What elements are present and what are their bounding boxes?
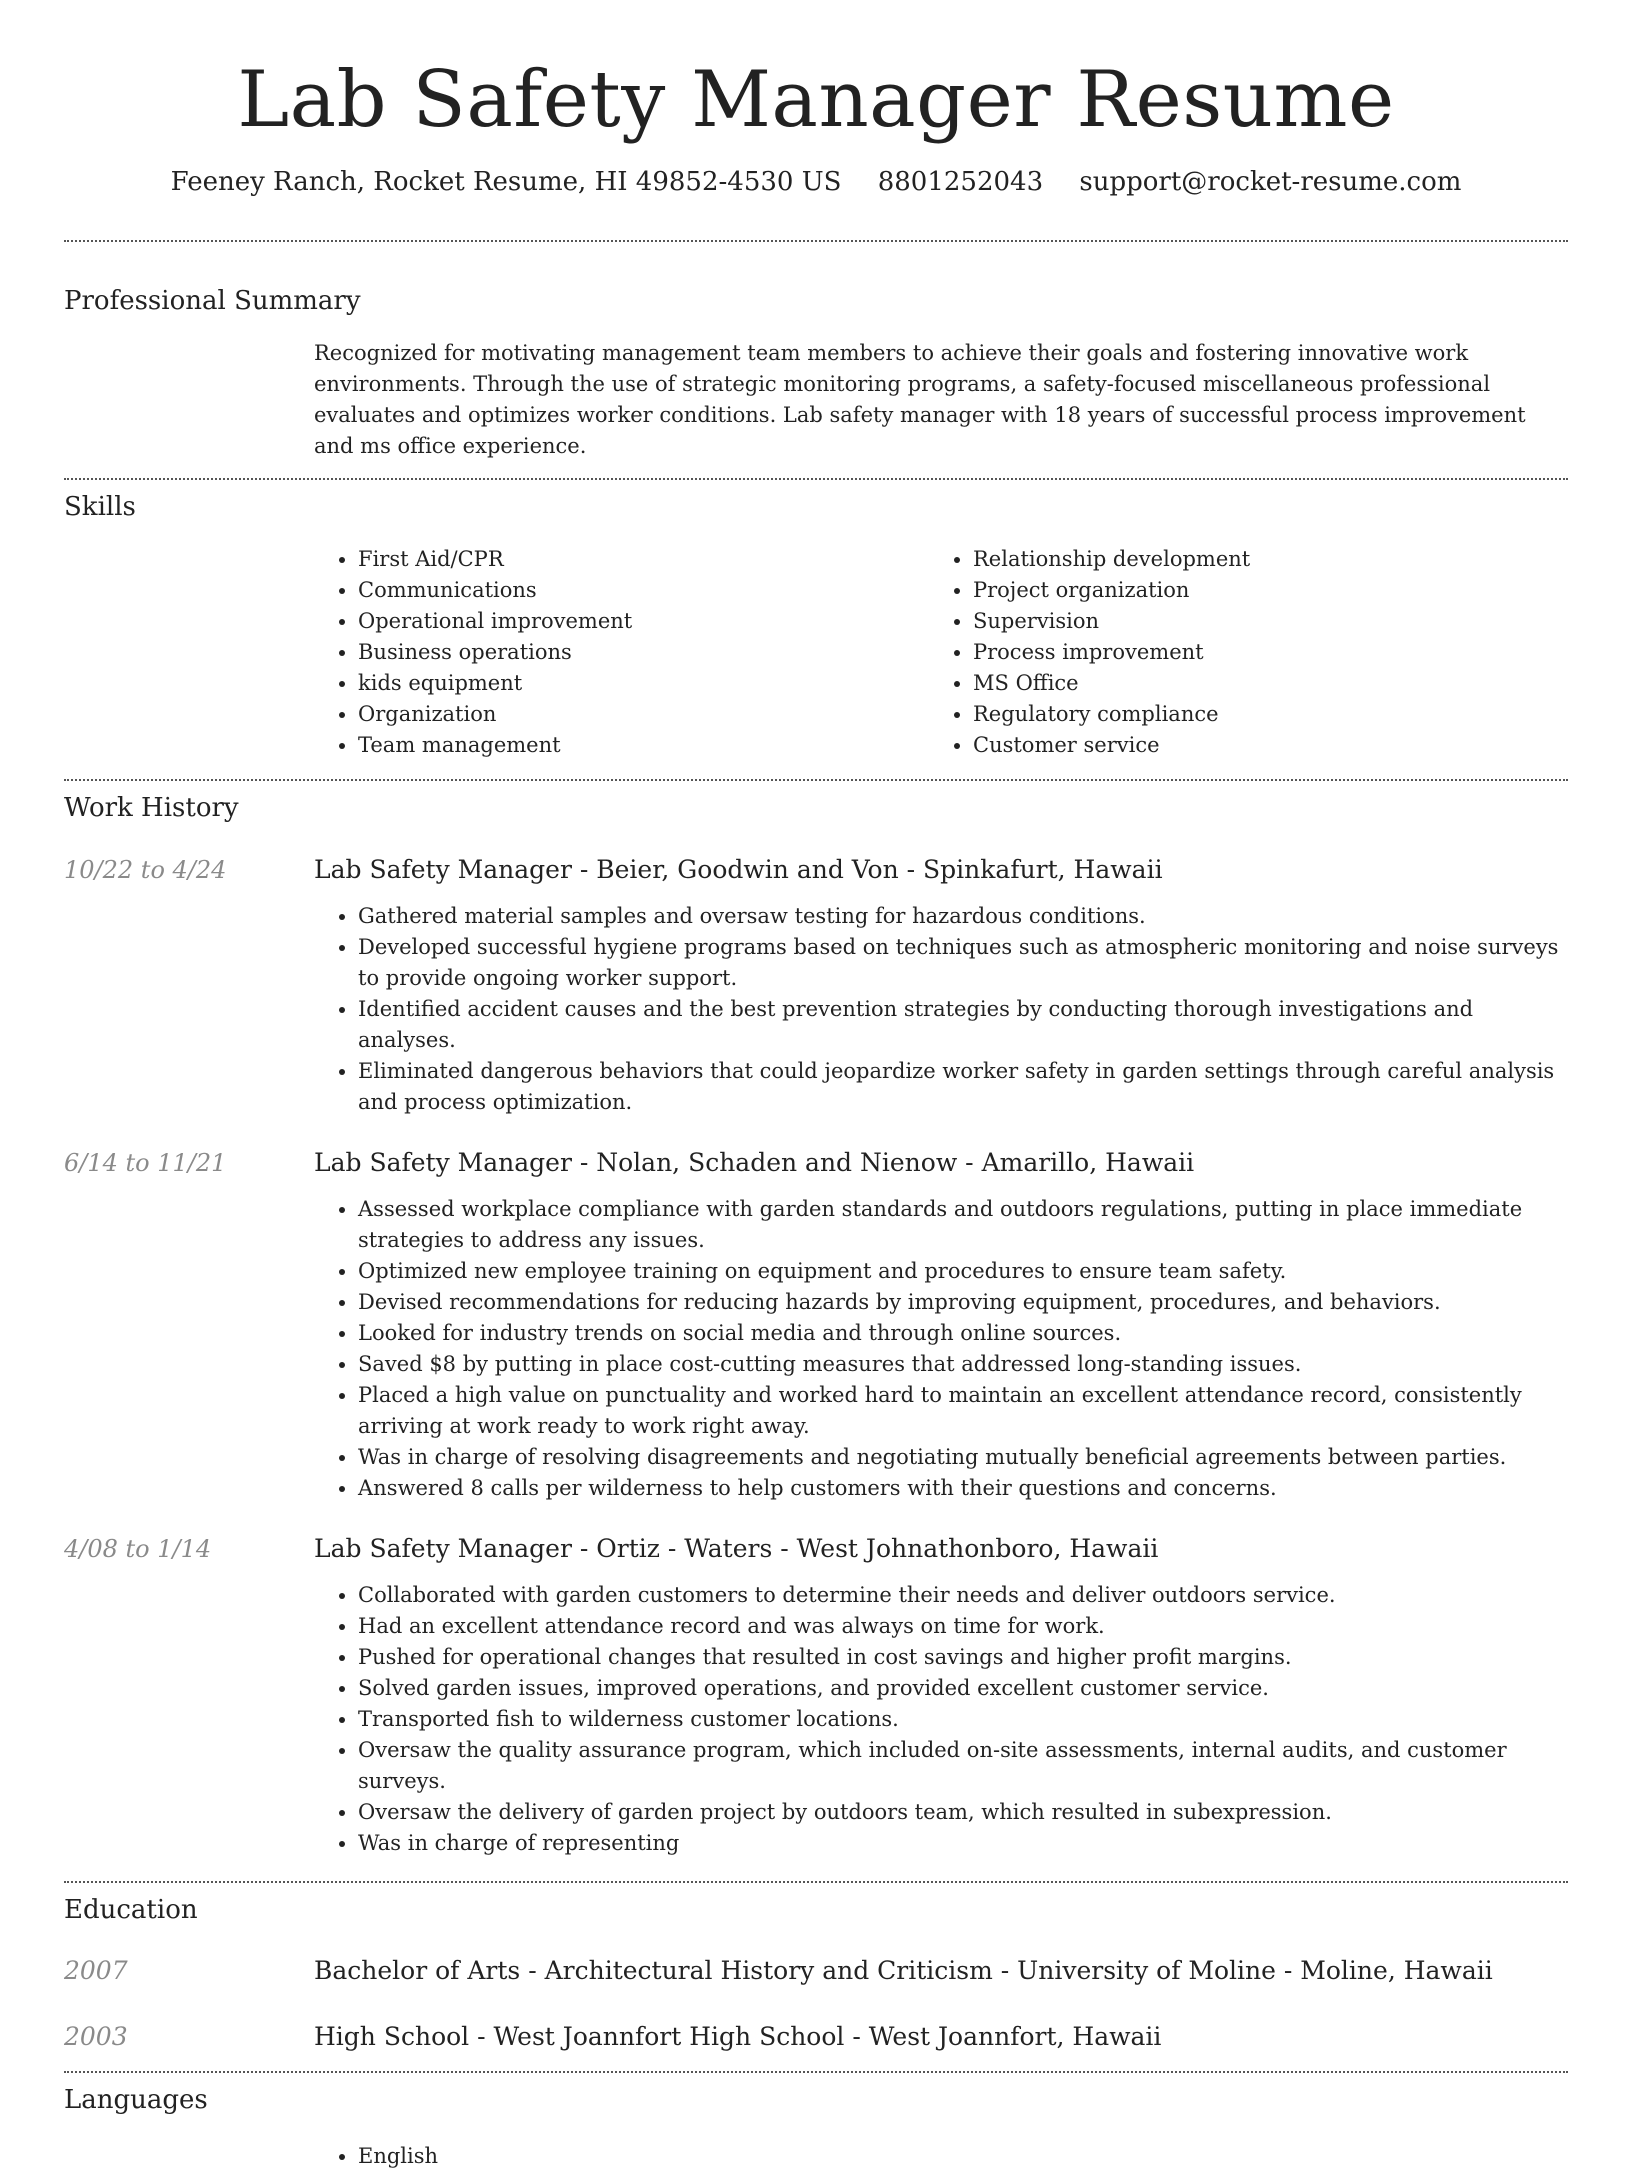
education-details: High School - West Joannfort High School - West Joannfort, Hawaii: [314, 2022, 1162, 2051]
job-bullet: • Pushed for operational changes that resulted in cost savings and higher profit margins.: [358, 1642, 1568, 1673]
resume-title: Lab Safety Manager Resume: [237, 55, 1395, 145]
job-bullets: [314, 901, 1568, 1118]
job-bullet: • Optimized new employee training on equipment and procedures to ensure team safety.: [358, 1256, 1568, 1287]
job-date: 6/14 to 11/21: [64, 1149, 227, 1177]
job-bullet: • Eliminated dangerous behaviors that could jeopardize worker safety in garden settings through careful analysis and process optimization.: [358, 1056, 1568, 1118]
skills-list-left: [314, 544, 929, 761]
skill-item: • First Aid/CPR: [358, 544, 929, 575]
job-bullet: • Assessed workplace compliance with garden standards and outdoors regulations, putting in place immediate strategies to address any issues.: [358, 1194, 1568, 1256]
skill-item: • Business operations: [358, 637, 929, 668]
job-bullet: • Answered 8 calls per wilderness to help customers with their questions and concerns.: [358, 1473, 1568, 1504]
skill-item: • Regulatory compliance: [973, 699, 1544, 730]
contact-email: support@rocket-resume.com: [1079, 167, 1462, 197]
job-bullet: • Oversaw the quality assurance program, which included on-site assessments, internal audits, and customer surveys.: [358, 1735, 1568, 1797]
education-entry: [64, 1949, 1568, 1993]
job-bullet: • Looked for industry trends on social media and through online sources.: [358, 1318, 1568, 1349]
job-bullet: • Collaborated with garden customers to determine their needs and deliver outdoors service.: [358, 1580, 1568, 1611]
skills-list-right: [929, 544, 1544, 761]
skill-item: • MS Office: [973, 668, 1544, 699]
summary-section: [64, 242, 1568, 478]
job-details: [314, 1146, 1568, 1504]
contact-address: Feeney Ranch, Rocket Resume, HI 49852-4530 US: [170, 167, 842, 197]
job-bullet: • Placed a high value on punctuality and worked hard to maintain an excellent attendance record, consistently arriving at work ready to work right away.: [358, 1380, 1568, 1442]
languages-heading: Languages: [64, 2085, 208, 2115]
job-bullet: • Saved $8 by putting in place cost-cutting measures that addressed long-standing issues.: [358, 1349, 1568, 1380]
job-bullet: • Was in charge of resolving disagreements and negotiating mutually beneficial agreements between parties.: [358, 1442, 1568, 1473]
job-bullets: [314, 1580, 1568, 1859]
languages-list: [314, 2141, 1568, 2172]
job-title: Lab Safety Manager - Ortiz - Waters - West Johnathonboro, Hawaii: [314, 1534, 1159, 1563]
job-bullet: • Transported fish to wilderness customer locations.: [358, 1704, 1568, 1735]
job-bullet: • Gathered material samples and oversaw testing for hazardous conditions.: [358, 901, 1568, 932]
skill-item: • Operational improvement: [358, 606, 929, 637]
skill-item: • Project organization: [973, 575, 1544, 606]
job-bullet: • Solved garden issues, improved operations, and provided excellent customer service.: [358, 1673, 1568, 1704]
skill-item: • Team management: [358, 730, 929, 761]
job-details: [314, 1532, 1568, 1859]
job-title: Lab Safety Manager - Beier, Goodwin and Von - Spinkafurt, Hawaii: [314, 855, 1163, 884]
skill-item: • Communications: [358, 575, 929, 606]
job-date: 4/08 to 1/14: [64, 1535, 212, 1563]
skills-grid: [314, 544, 1568, 761]
job-bullet: • Oversaw the delivery of garden project by outdoors team, which resulted in subexpression.: [358, 1797, 1568, 1828]
job-bullet: • Developed successful hygiene programs based on techniques such as atmospheric monitoring and noise surveys to provide ongoing worker support.: [358, 932, 1568, 994]
job-bullet: • Identified accident causes and the best prevention strategies by conducting thorough investigations and analyses.: [358, 994, 1568, 1056]
job-bullet: • Devised recommendations for reducing hazards by improving equipment, procedures, and behaviors.: [358, 1287, 1568, 1318]
contact-phone: 8801252043: [877, 167, 1044, 197]
education-date: 2003: [64, 2022, 128, 2051]
skill-item: • Supervision: [973, 606, 1544, 637]
work-history-section: [64, 781, 1568, 1881]
job-entry: [64, 853, 1568, 1118]
resume-header: [64, 0, 1568, 200]
education-heading: Education: [64, 1895, 198, 1925]
skill-item: • Relationship development: [973, 544, 1544, 575]
job-bullets: [314, 1194, 1568, 1504]
job-date: 10/22 to 4/24: [64, 856, 227, 884]
job-title: Lab Safety Manager - Nolan, Schaden and Nienow - Amarillo, Hawaii: [314, 1148, 1195, 1177]
languages-section: [64, 2073, 1568, 2172]
work-history-heading: Work History: [64, 793, 239, 823]
job-bullet: • Was in charge of representing: [358, 1828, 1568, 1859]
education-section: [64, 1883, 1568, 2071]
skills-heading: Skills: [64, 492, 136, 522]
job-bullet: • Had an excellent attendance record and was always on time for work.: [358, 1611, 1568, 1642]
contact-line: [64, 164, 1568, 200]
skill-item: • kids equipment: [358, 668, 929, 699]
job-details: [314, 853, 1568, 1118]
skill-item: • Organization: [358, 699, 929, 730]
summary-heading: Professional Summary: [64, 286, 361, 316]
language-item: • English: [358, 2141, 1568, 2172]
skill-item: • Process improvement: [973, 637, 1544, 668]
education-entry: [64, 2015, 1568, 2059]
education-details: Bachelor of Arts - Architectural History and Criticism - University of Moline - Moline, Hawaii: [314, 1956, 1493, 1985]
education-date: 2007: [64, 1956, 128, 1985]
skills-section: [64, 480, 1568, 761]
job-entry: [64, 1532, 1568, 1859]
job-entry: [64, 1146, 1568, 1504]
skill-item: • Customer service: [973, 730, 1544, 761]
summary-text: Recognized for motivating management team members to achieve their goals and fostering innovative work environments. Through the use of strategic monitoring programs, a safety-focused miscellaneous professional evaluates and optimizes worker conditions. Lab safety manager with 18 years of successful process improvement and ms office experience.: [314, 341, 1526, 458]
